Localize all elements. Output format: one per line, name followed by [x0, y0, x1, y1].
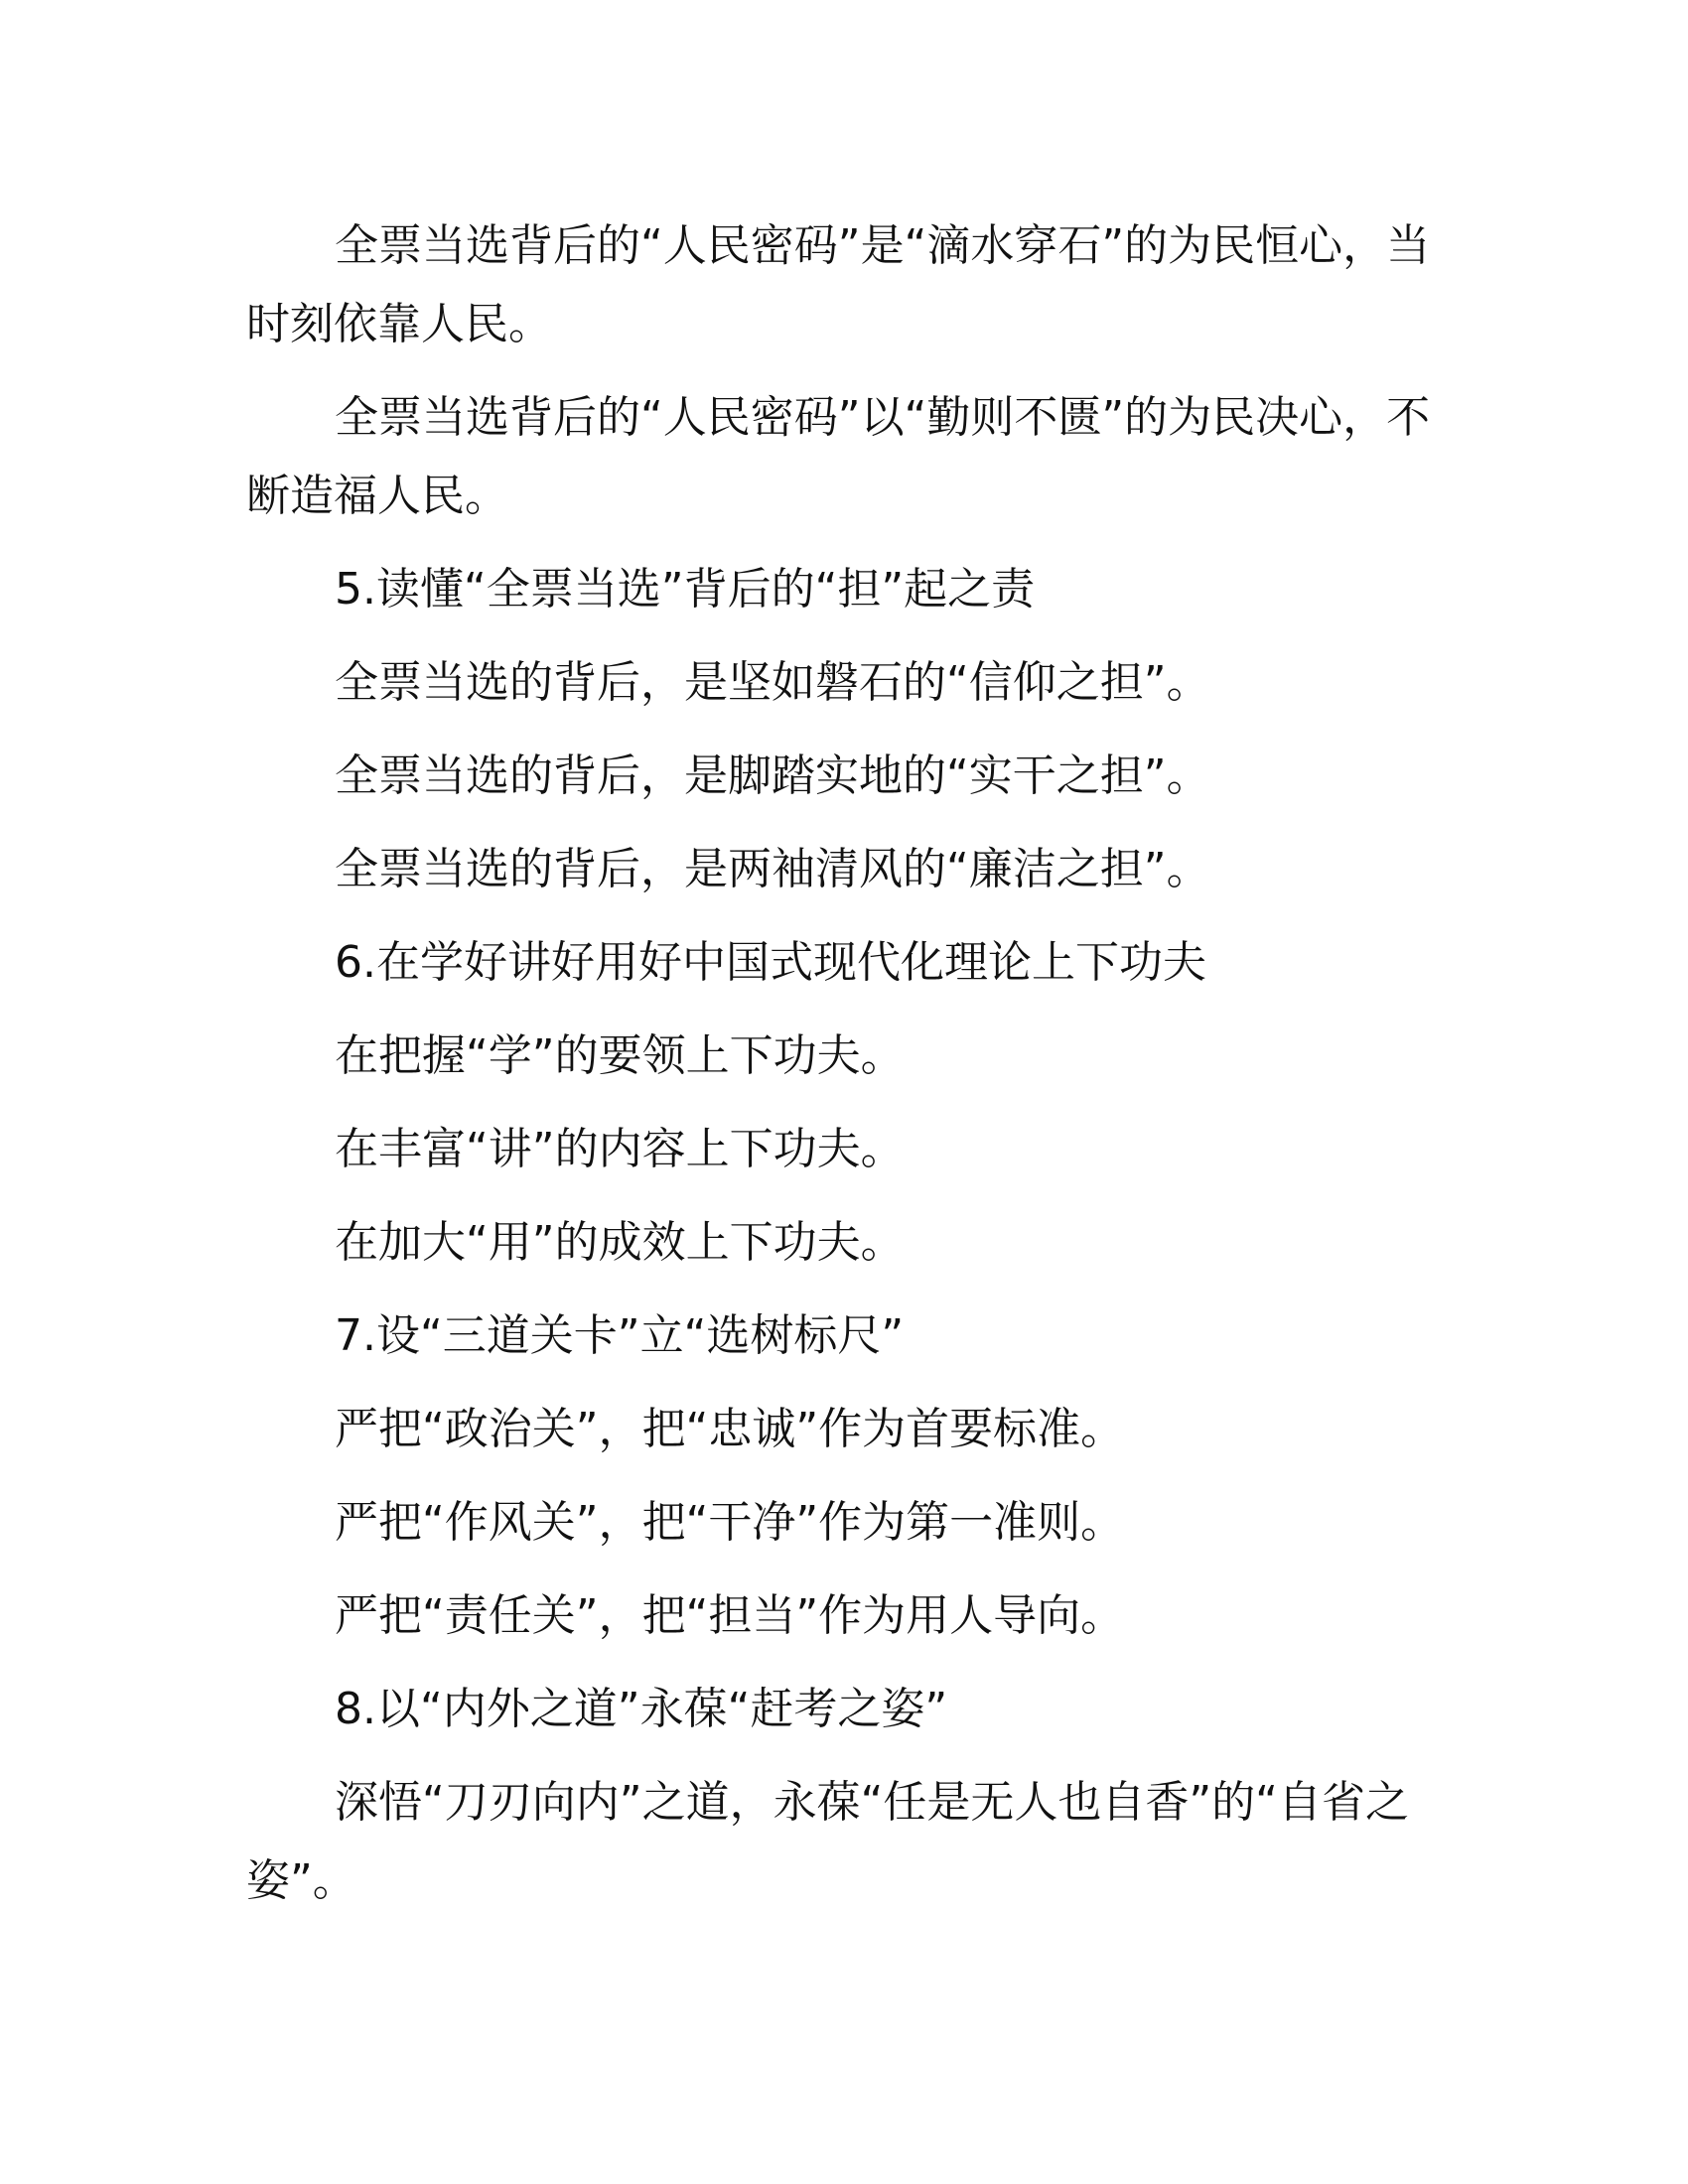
paragraph: 在加大“用”的成效上下功夫。 — [335, 1217, 905, 1268]
section-heading: 5.读懂“全票当选”背后的“担”起之责 — [335, 564, 1036, 614]
paragraph: 全票当选的背后，是脚踏实地的“实干之担”。 — [335, 751, 1210, 801]
paragraph: 深悟“刀刃向内”之道，永葆“任是无人也自香”的“自省之姿”。 — [246, 1777, 1409, 1906]
paragraph: 严把“政治关”，把“忠诚”作为首要标准。 — [335, 1404, 1125, 1454]
document-body — [246, 206, 1448, 1920]
paragraph: 在丰富“讲”的内容上下功夫。 — [335, 1124, 905, 1174]
paragraph: 全票当选的背后，是坚如磐石的“信仰之担”。 — [335, 657, 1210, 708]
section-heading: 8.以“内外之道”永葆“赶考之姿” — [335, 1684, 948, 1734]
section-heading: 6.在学好讲好用好中国式现代化理论上下功夫 — [335, 937, 1206, 988]
paragraph: 全票当选的背后，是两袖清风的“廉洁之担”。 — [335, 844, 1210, 894]
paragraph: 全票当选背后的“人民密码”是“滴水穿石”的为民恒心，当时刻依靠人民。 — [246, 220, 1431, 349]
paragraph: 全票当选背后的“人民密码”以“勤则不匮”的为民决心，不断造福人民。 — [246, 392, 1431, 521]
section-heading: 7.设“三道关卡”立“选树标尺” — [335, 1310, 905, 1361]
paragraph: 严把“责任关”，把“担当”作为用人导向。 — [335, 1590, 1125, 1641]
paragraph: 严把“作风关”，把“干净”作为第一准则。 — [335, 1497, 1125, 1548]
paragraph: 在把握“学”的要领上下功夫。 — [335, 1030, 905, 1081]
